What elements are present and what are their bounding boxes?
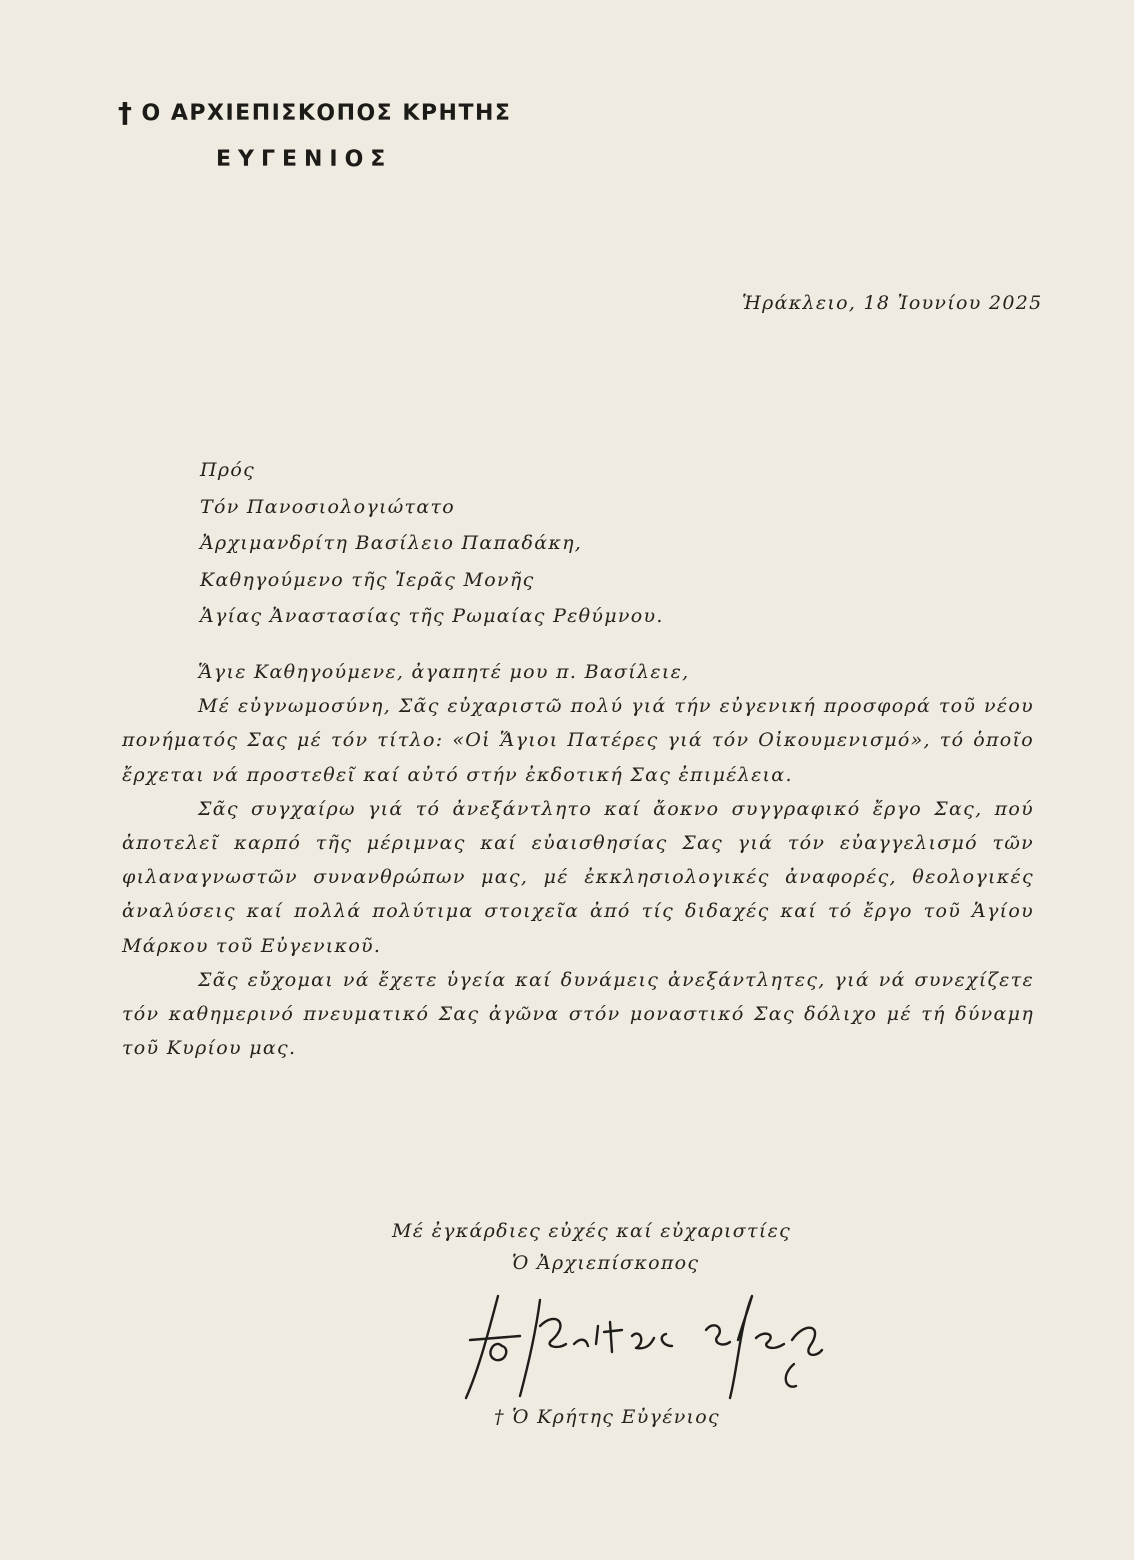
body-paragraph: Σᾶς εὔχομαι νά ἔχετε ὑγεία καί δυνάμεις ἀνεξάντλητες, γιά νά συνεχίζετε τόν καθημερινό πνευματικό Σας ἀγῶνα στόν μοναστικό Σας δόλιχο μέ τή δύναμη τοῦ Κυρίου μας. bbox=[122, 968, 1034, 1060]
recipient-line: Πρός bbox=[200, 459, 256, 481]
letterhead bbox=[118, 96, 511, 172]
closing-line: Μέ ἐγκάρδιες εὐχές καί εὐχαριστίες bbox=[392, 1220, 792, 1242]
cross-icon: † bbox=[118, 96, 134, 129]
recipient-block bbox=[200, 452, 664, 635]
signature-caption: † Ὁ Κρήτης Εὐγένιος bbox=[494, 1406, 720, 1428]
letter-body bbox=[122, 655, 1034, 1065]
recipient-line: Ἀρχιμανδρίτη Βασίλειο Παπαδάκη, bbox=[200, 532, 583, 554]
handwritten-signature bbox=[440, 1286, 840, 1406]
recipient-line: Καθηγούμενο τῆς Ἱερᾶς Μονῆς bbox=[200, 568, 535, 591]
body-paragraph: Μέ εὐγνωμοσύνη, Σᾶς εὐχαριστῶ πολύ γιά τήν εὐγενική προσφορά τοῦ νέου πονήματός Σας μέ τόν τίτλο: «Οἱ Ἅγιοι Πατέρες γιά τόν Οἰκουμενισμό», τό ὁποῖο ἔρχεται νά προστεθεῖ καί αὐτό στήν ἐκδοτική Σας ἐπιμέλεια. bbox=[122, 695, 1034, 786]
salutation: Ἅγιε Καθηγούμενε, ἀγαπητέ μου π. Βασίλειε, bbox=[198, 661, 690, 683]
letterhead-title bbox=[118, 96, 511, 129]
letterhead-name: ΕΥΓΕΝΙΟΣ bbox=[216, 147, 393, 172]
body-paragraph: Σᾶς συγχαίρω γιά τό ἀνεξάντλητο καί ἄοκνο συγγραφικό ἔργο Σας, πού ἀποτελεῖ καρπό τῆς μέριμνας καί εὐαισθησίας Σας γιά τόν εὐαγγελισμό τῶν φιλαναγνωστῶν συνανθρώπων μας, μέ ἐκκλησιολογικές ἀναφορές, θεολογικές ἀναλύσεις καί πολλά πολύτιμα στοιχεῖα ἀπό τίς διδαχές καί τό ἔργο τοῦ Ἁγίου Μάρκου τοῦ Εὐγενικοῦ. bbox=[122, 797, 1034, 957]
closing-title: Ὁ Ἀρχιεπίσκοπος bbox=[512, 1252, 700, 1274]
recipient-line: Ἁγίας Ἀναστασίας τῆς Ρωμαίας Ρεθύμνου. bbox=[200, 605, 664, 627]
letterhead-title-text: Ο ΑΡΧΙΕΠΙΣΚΟΠΟΣ ΚΡΗΤΗΣ bbox=[141, 101, 512, 126]
letter-date: Ἡράκλειο, 18 Ἰουνίου 2025 bbox=[742, 292, 1043, 314]
recipient-line: Τόν Πανοσιολογιώτατο bbox=[200, 495, 456, 518]
